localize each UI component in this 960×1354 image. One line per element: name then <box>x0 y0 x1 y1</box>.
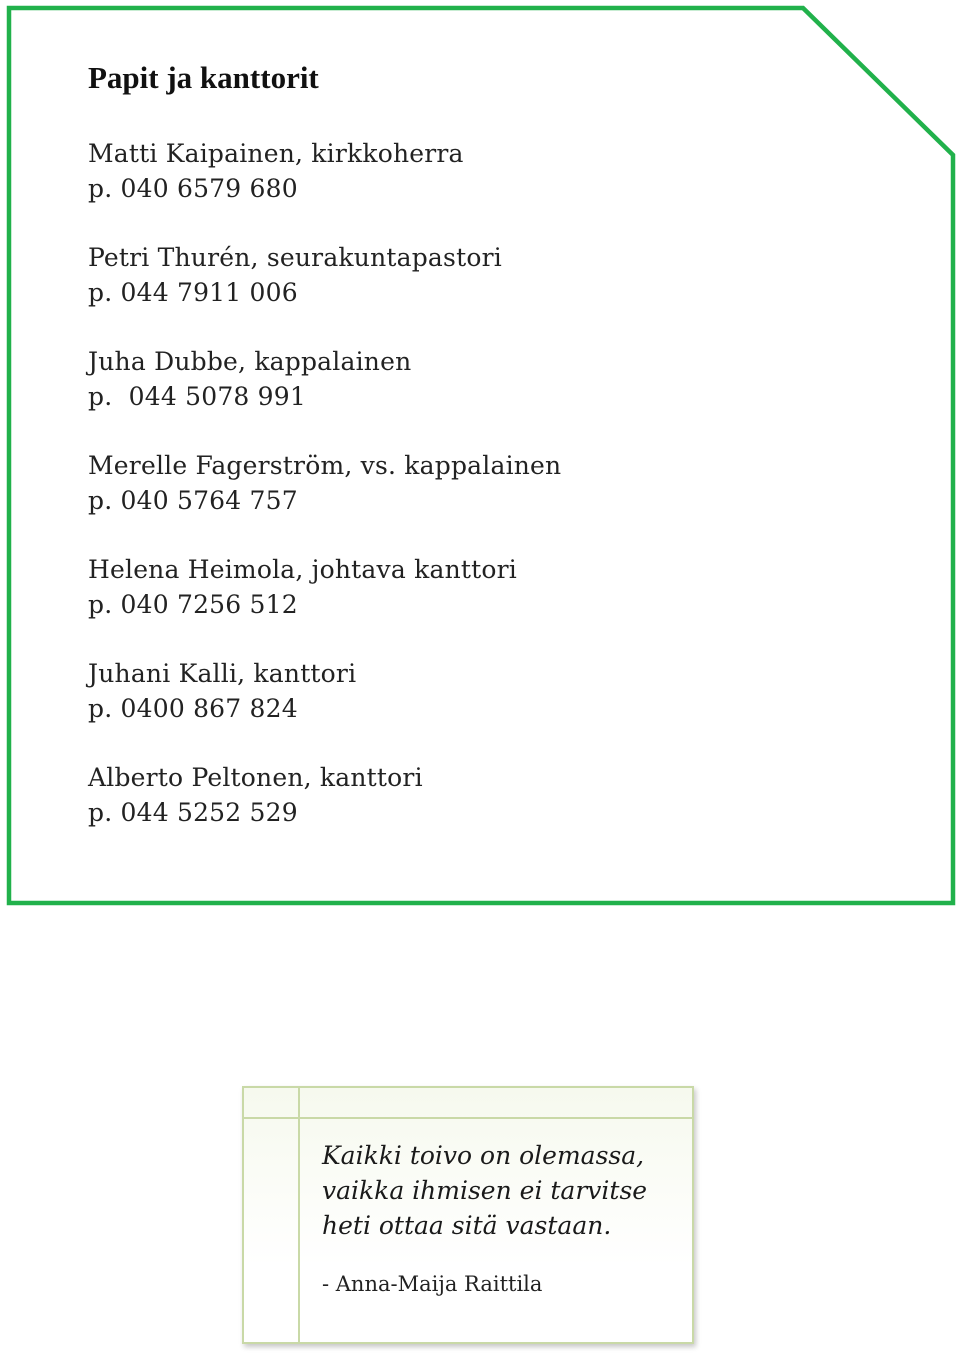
note-header-rule <box>244 1117 692 1119</box>
contact-name: Helena Heimola, johtava kanttori <box>88 555 517 584</box>
contact-entry <box>88 552 868 622</box>
contact-list-section <box>88 58 868 864</box>
contact-name: Juhani Kalli, kanttori <box>88 659 357 688</box>
contact-name: Alberto Peltonen, kanttori <box>88 763 423 792</box>
contact-phone: p. 044 5078 991 <box>88 382 306 411</box>
contact-name: Matti Kaipainen, kirkkoherra <box>88 139 464 168</box>
contact-entry <box>88 240 868 310</box>
contact-name: Merelle Fagerström, vs. kappalainen <box>88 451 562 480</box>
contact-name: Juha Dubbe, kappalainen <box>88 347 412 376</box>
contact-phone: p. 0400 867 824 <box>88 694 298 723</box>
quote-note <box>242 1086 694 1344</box>
contact-entry <box>88 344 868 414</box>
quote-line: heti ottaa sitä vastaan. <box>322 1211 612 1240</box>
contact-phone: p. 040 6579 680 <box>88 174 298 203</box>
quote-text <box>322 1138 692 1243</box>
contact-phone: p. 044 7911 006 <box>88 278 298 307</box>
contact-entry <box>88 760 868 830</box>
contact-name: Petri Thurén, seurakuntapastori <box>88 243 502 272</box>
quote-line: Kaikki toivo on olemassa, <box>322 1141 645 1170</box>
contact-phone: p. 044 5252 529 <box>88 798 298 827</box>
page-title: Papit ja kanttorit <box>88 60 319 95</box>
contact-entry <box>88 656 868 726</box>
contact-entry <box>88 448 868 518</box>
contact-phone: p. 040 7256 512 <box>88 590 298 619</box>
note-margin-rule <box>298 1088 300 1342</box>
quote-line: vaikka ihmisen ei tarvitse <box>322 1176 648 1205</box>
contact-phone: p. 040 5764 757 <box>88 486 298 515</box>
quote-author: - Anna-Maija Raittila <box>322 1272 543 1296</box>
contact-entry <box>88 136 868 206</box>
